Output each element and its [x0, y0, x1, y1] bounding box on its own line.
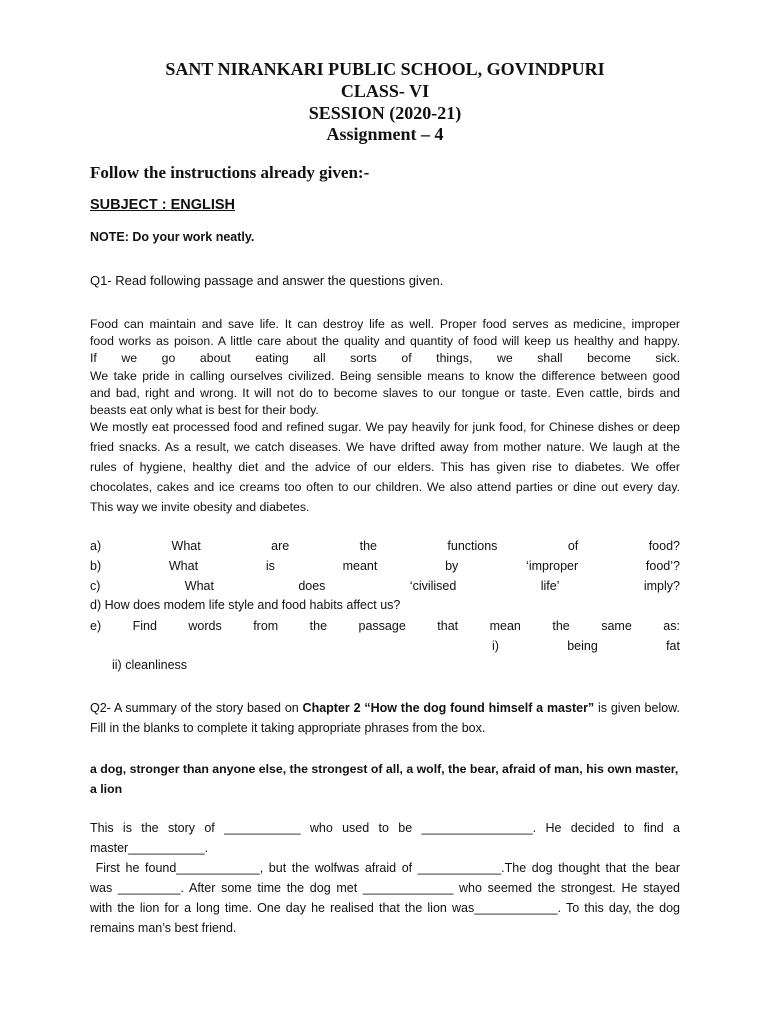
passage-line: and bad, right and wrong. It will not do to become slaves to our tongue or taste. Even cattle, birds and [90, 385, 680, 400]
question-word: What [171, 539, 201, 553]
q2-prompt-start: Q2- A summary of the story based on [90, 701, 303, 715]
question-word: b) [90, 559, 102, 573]
question-word: is [265, 559, 275, 573]
question-word: the [552, 619, 570, 633]
passage-line: food works as poison. A little care about the quality and quantity of food will keep us healthy and happy. [90, 334, 680, 349]
question-word: food? [648, 539, 680, 553]
passage-line: beasts eat only what is best for their body. [90, 403, 319, 418]
instructions-heading: Follow the instructions already given:- [90, 163, 370, 182]
question-word: meant [342, 559, 378, 573]
question-word: functions [447, 539, 498, 553]
question-word: of [567, 539, 579, 553]
school-name: SANT NIRANKARI PUBLIC SCHOOL, GOVINDPURI [165, 59, 605, 79]
question-word: same [601, 619, 632, 633]
passage-line: If we go about eating all sorts of things, we shall become sick. [90, 351, 680, 366]
question-word: food’? [645, 559, 680, 573]
summary-line: remains man’s best friend. [90, 921, 237, 935]
question-word: from [253, 619, 279, 633]
question-word: Find [132, 619, 157, 633]
question-word: imply? [643, 579, 680, 593]
summary-line: was _________. After some time the dog met _____________ who seemed the strongest. He stayed [90, 881, 680, 895]
q2-chapter-title: Chapter 2 “How the dog found himself a master” [302, 701, 595, 715]
question-e-i [492, 639, 680, 657]
q2-prompt [90, 698, 680, 738]
question-word: being [567, 639, 598, 653]
question-word: passage [358, 619, 406, 633]
question-word: life’ [540, 579, 560, 593]
passage-line: Food can maintain and save life. It can destroy life as well. Proper food serves as medicine, improper [90, 317, 680, 331]
question-word: by [445, 559, 459, 573]
question-text: d) How does modem life style and food habits affect us? [90, 598, 401, 612]
question-text: ii) cleanliness [112, 658, 188, 672]
assignment-title: Assignment – 4 [326, 124, 444, 144]
subject-heading: SUBJECT : ENGLISH [90, 197, 236, 213]
q2-prompt-end: is given below. Fill in the blanks to complete it taking appropriate phrases from the box. [90, 701, 680, 735]
question-word: as: [663, 619, 680, 633]
session-title: SESSION (2020-21) [308, 103, 462, 123]
question-word: ‘improper [526, 559, 579, 573]
question-word: words [188, 619, 222, 633]
question-b [90, 559, 680, 577]
question-word: What [184, 579, 214, 593]
note-text: NOTE: Do your work neatly. [90, 230, 255, 244]
summary-line: master___________. [90, 841, 209, 855]
summary-line: This is the story of ___________ who used to be ________________. He decided to find a [90, 821, 680, 835]
question-word: What [168, 559, 199, 573]
question-word: does [298, 579, 326, 593]
q1-passage-paragraph-1 [90, 316, 680, 419]
question-word: e) [90, 619, 102, 633]
class-title: CLASS- VI [340, 81, 430, 101]
question-e [90, 619, 680, 637]
q2-word-box: a dog, stronger than anyone else, the strongest of all, a wolf, the bear, afraid of man, his own master, a lion [90, 762, 679, 796]
summary-line: with the lion for a long time. One day he realised that the lion was____________. To this day, the dog [90, 901, 680, 915]
question-word: i) [492, 639, 499, 653]
question-c [90, 579, 680, 597]
question-word: the [359, 539, 377, 553]
question-word: mean [489, 619, 521, 633]
question-word: the [309, 619, 328, 633]
question-e-ii [112, 658, 412, 676]
question-word: are [271, 539, 290, 553]
question-word: c) [90, 579, 101, 593]
summary-line: First he found____________, but the wolfwas afraid of ____________.The dog thought that the bear [90, 861, 680, 875]
q1-passage-paragraph-2: We mostly eat processed food and refined sugar. We pay heavily for junk food, for Chinese dishes or deep fried snacks. As a result, we catch diseases. We have drifted away from mother nature. We laugh at the rules of hygiene, healthy diet and the advice of our elders. This has given rise to diabetes. We offer chocolates, cakes and ice creams too often to our children. We also attend parties or dine out every day. This way we invite obesity and diabetes. [90, 420, 680, 514]
passage-line: We take pride in calling ourselves civilized. Being sensible means to know the difference between good [90, 368, 680, 383]
question-word: ‘civilised [409, 579, 457, 593]
question-word: a) [90, 539, 102, 553]
question-d [90, 598, 680, 616]
question-word: that [437, 619, 459, 633]
q1-prompt: Q1- Read following passage and answer the questions given. [90, 273, 444, 288]
q2-summary [90, 818, 680, 938]
question-a [90, 539, 680, 557]
question-word: fat [666, 639, 680, 653]
